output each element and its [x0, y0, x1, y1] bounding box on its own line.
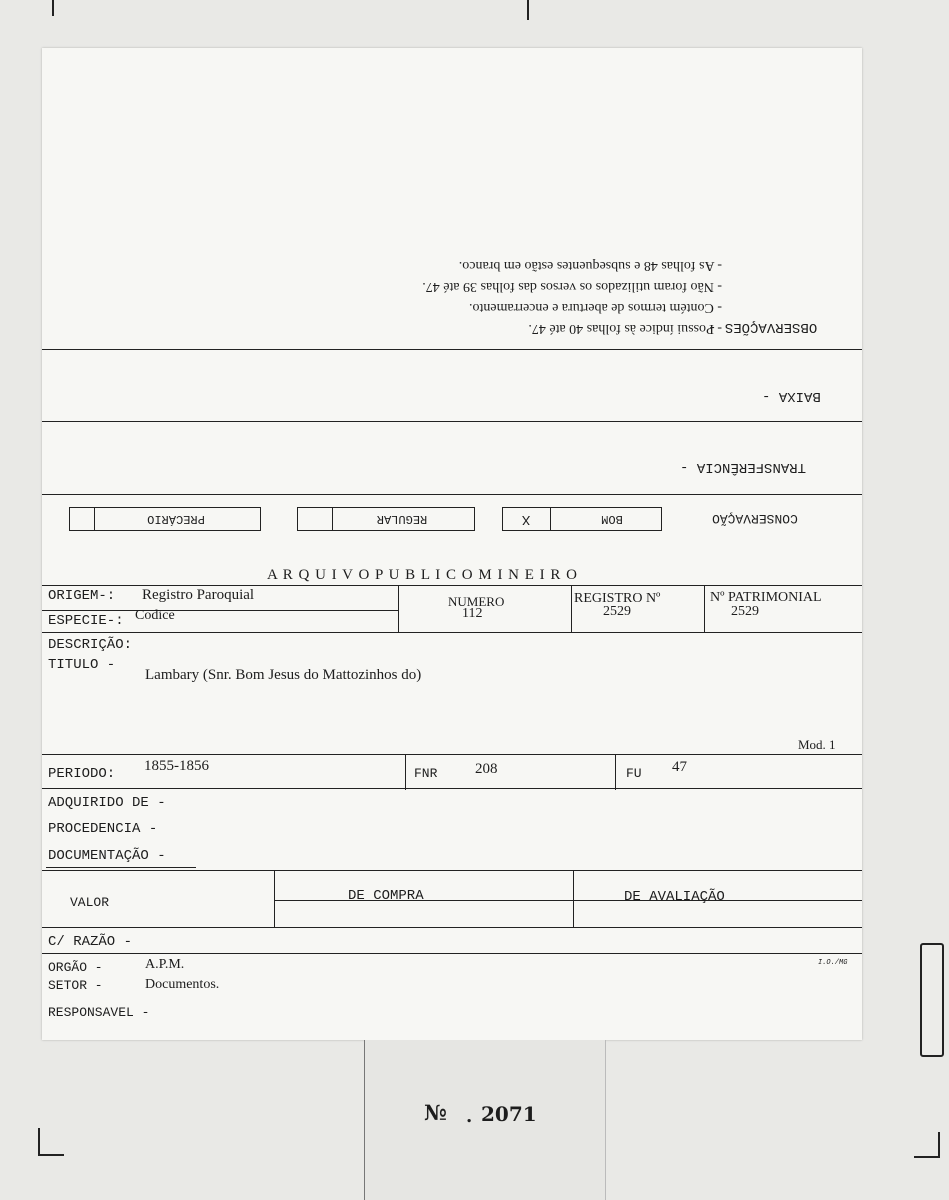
procedencia-label: PROCEDENCIA -	[48, 821, 158, 837]
bom-mark: X	[521, 511, 531, 527]
regular-label: REGULAR	[376, 512, 428, 526]
setor-value: Documentos.	[145, 977, 220, 992]
rule-periodo-bottom	[42, 788, 862, 789]
patrimonial-label: Nº PATRIMONIAL	[710, 590, 822, 605]
document-number-prefix: №	[424, 1100, 447, 1125]
col-divider-patrimonial	[704, 585, 705, 633]
note-line: - Não foram utilizados os versos das folhas 39 até 47.	[422, 279, 722, 294]
document-number-dot: .	[466, 1106, 473, 1127]
fnr-value: 208	[475, 761, 498, 777]
compra-label: DE COMPRA	[348, 888, 424, 904]
observacoes-label: OBSERVAÇÕES -	[708, 319, 818, 335]
col-divider-fu	[615, 754, 616, 790]
adquirido-label: ADQUIRIDO DE -	[48, 795, 166, 811]
bom-label: BOM	[601, 512, 623, 526]
registro-value: 2529	[603, 604, 631, 619]
titulo-value: Lambary (Snr. Bom Jesus do Mattozinhos do)	[145, 667, 422, 683]
transferencia-label: TRANSFERÊNCIA -	[680, 459, 807, 475]
registro-label: REGISTRO Nº	[574, 591, 661, 606]
note-line: - Contém termos de abertura e encerramento.	[468, 300, 722, 315]
avaliacao-label: DE AVALIAÇÃO	[624, 889, 725, 905]
orgao-value: A.P.M.	[145, 957, 185, 972]
corner-mark-bottom-left	[38, 1128, 40, 1156]
especie-value: Codice	[135, 608, 175, 623]
top-left-edge-mark	[52, 0, 54, 16]
corner-mark-bottom-left-h	[38, 1154, 64, 1156]
razao-label: C/ RAZÃO -	[48, 934, 133, 950]
origem-label: ORIGEM-:	[48, 588, 116, 604]
rule-periodo-top	[42, 754, 862, 755]
note-line: - As folhas 48 e subsequentes estão em branco.	[458, 258, 722, 273]
col-divider-compra	[274, 870, 275, 928]
rule-origem-top	[42, 585, 862, 586]
corner-mark-bottom-right	[938, 1132, 940, 1158]
setor-label: SETOR -	[48, 978, 103, 993]
precario-label: PRECÁRIO	[147, 512, 205, 526]
documentacao-label: DOCUMENTAÇÃO -	[48, 848, 166, 864]
col-divider-numero	[398, 585, 399, 633]
rule-transferencia	[42, 494, 862, 495]
printer-code: I.O./MG	[818, 959, 848, 967]
conservacao-label: CONSERVAÇÃO	[712, 511, 798, 526]
rule-observacoes	[42, 349, 862, 350]
top-center-edge-mark	[527, 0, 529, 20]
fu-label: FU	[626, 766, 642, 781]
rule-baixa	[42, 421, 862, 422]
catalog-card	[42, 48, 862, 1040]
rule-valor-bottom	[42, 927, 862, 928]
orgao-label: ORGÃO -	[48, 960, 103, 975]
col-divider-fnr	[405, 754, 406, 790]
especie-label: ESPECIE-:	[48, 613, 124, 629]
descricao-label: DESCRIÇÃO:	[48, 637, 133, 653]
mod-label: Mod. 1	[798, 737, 836, 752]
archive-name-header: A R Q U I V O P U B L I C O M I N E I R O	[267, 567, 579, 583]
rule-razao	[42, 953, 862, 954]
document-number: 2071	[481, 1102, 537, 1126]
rule-valor-top	[42, 870, 862, 871]
corner-mark-bottom-right-h	[914, 1156, 940, 1158]
baixa-label: BAIXA -	[762, 388, 821, 404]
patrimonial-value: 2529	[731, 604, 759, 619]
rule-documentacao	[46, 867, 196, 868]
rule-origem-bottom	[42, 632, 862, 633]
titulo-label: TITULO -	[48, 657, 116, 673]
col-divider-avaliacao	[573, 870, 574, 928]
origem-value: Registro Paroquial	[142, 587, 255, 603]
numero-value: 112	[462, 606, 483, 621]
col-divider-registro	[571, 585, 572, 633]
fu-value: 47	[672, 759, 687, 775]
regular-divider	[332, 507, 333, 531]
note-line: - Possui índice às folhas 40 até 47.	[528, 321, 722, 336]
periodo-label: PERIODO:	[48, 766, 116, 782]
periodo-value: 1855-1856	[144, 758, 209, 774]
numero-label: NUMERO	[448, 594, 505, 609]
precario-divider	[94, 507, 95, 531]
valor-label: VALOR	[70, 895, 110, 910]
observacoes-notes	[182, 255, 722, 339]
rule-origem-mid	[42, 610, 398, 611]
side-bracket	[920, 943, 944, 1057]
bom-divider	[550, 507, 551, 531]
fnr-label: FNR	[414, 766, 438, 781]
responsavel-label: RESPONSAVEL -	[48, 1005, 150, 1020]
